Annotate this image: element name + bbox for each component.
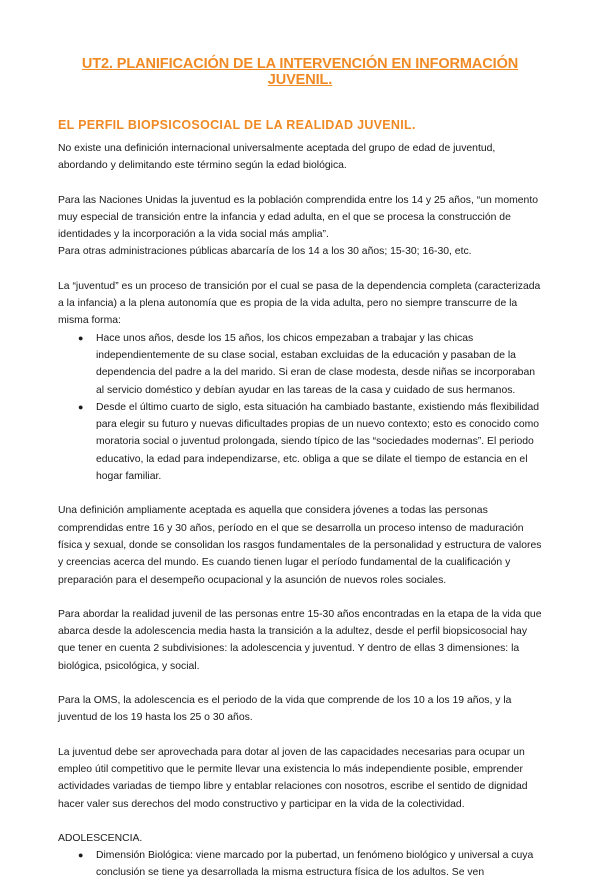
list-item: [78, 847, 542, 882]
bullet-list-adolescence: [58, 847, 542, 882]
bullet-icon: ●: [78, 401, 84, 412]
list-item-text: Hace unos años, desde los 15 años, los chicos empezaban a trabajar y las chicas independientemente de su clase social, estaban excluidas de la educación y pasaban de la dependencia del padre a la del marido. Si eran de clase modesta, desde niñas se incorporaban al servicio doméstico y debían ayudar en las tareas de la casa y cuidado de sus hermanos.: [96, 332, 536, 396]
subheading-adolescence: ADOLESCENCIA.: [58, 832, 143, 844]
list-item: [78, 399, 542, 485]
bullet-icon: ●: [78, 850, 84, 861]
bullet-icon: ●: [78, 332, 84, 343]
paragraph-biopsychosocial: Para abordar la realidad juvenil de las personas entre 15-30 años encontradas en la etapa de la vida que abarca desde la adolescencia media hasta la transición a la adultez, desde el perfil biopsicosocial hay que tener en cuenta 2 subdivisiones: la adolescencia y juventud. Y dentro de ellas 3 dimensiones: la biológica, psicológica, y social.: [58, 608, 542, 672]
paragraph-oms: Para la OMS, la adolescencia es el periodo de la vida que comprende de los 10 a los 19 años, y la juventud de los 19 hasta los 25 o 30 años.: [58, 695, 512, 724]
document-title: UT2. PLANIFICACIÓN DE LA INTERVENCIÓN EN INFORMACIÓN JUVENIL.: [81, 56, 519, 88]
paragraph-transition: La “juventud” es un proceso de transición por el cual se pasa de la dependencia completa (caracterizada a la infancia) a la plena autonomía que es propia de la vida adulta, pero no siempre transcurre de la misma forma:: [58, 280, 541, 327]
paragraph-accepted-definition: Una definición ampliamente aceptada es aquella que considera jóvenes a todas las personas comprendidas entre 16 y 30 años, período en el que se desarrolla un proceso intenso de maduración física y sexual, donde se consolidan los rasgos fundamentales de la personalidad y estructura de valores y creencias acerca del mundo. Es cuando tienen lugar el período fundamental de la cualificación y preparación para el desempeño ocupacional y la asunción de nuevos roles sociales.: [58, 505, 542, 586]
list-item: [78, 330, 542, 399]
bullet-list-history: [58, 330, 542, 486]
list-item-text: Desde el último cuarto de siglo, esta situación ha cambiado bastante, existiendo más flexibilidad para elegir su futuro y nuevas dificultades propias de un nuevo contexto; esto es conocido como moratoria social o juventud prolongada, siendo típico de las “sociedades modernas”. El periodo educativo, la edad para independizarse, etc. obliga a que se dilate el tiempo de estancia en el hogar familiar.: [96, 401, 540, 483]
paragraph-other-admins: Para otras administraciones públicas abarcaría de los 14 a los 30 años; 15-30; 16-30, etc.: [58, 246, 472, 258]
paragraph-youth-capacities: La juventud debe ser aprovechada para dotar al joven de las capacidades necesarias para ocupar un empleo útil competitivo que le permite llevar una existencia lo más independiente posible, emprender actividades variadas de tiempo libre y entablar relaciones con nosotros, escribe el sentido de dignidad hacer valer sus derechos del modo constructivo y participar en la vida de la colectividad.: [58, 746, 528, 810]
list-item-text: Dimensión Biológica: viene marcado por la pubertad, un fenómeno biológico y universal a cuya conclusión se tiene ya desarrollada la misma estructura física de los adultos. Se ven: [96, 850, 534, 879]
paragraph-un-definition: Para las Naciones Unidas la juventud es la población comprendida entre los 14 y 25 años, “un momento muy especial de transición entre la infancia y edad adulta, en el que se procesa la construcción de identidades y la incorporación a la vida social más amplia”.: [58, 194, 538, 241]
section-heading: EL PERFIL BIOPSICOSOCIAL DE LA REALIDAD JUVENIL.: [58, 118, 416, 132]
paragraph-intro: No existe una definición internacional universalmente aceptada del grupo de edad de juventud, abordando y delimitando este término según la edad biológica.: [58, 143, 496, 172]
